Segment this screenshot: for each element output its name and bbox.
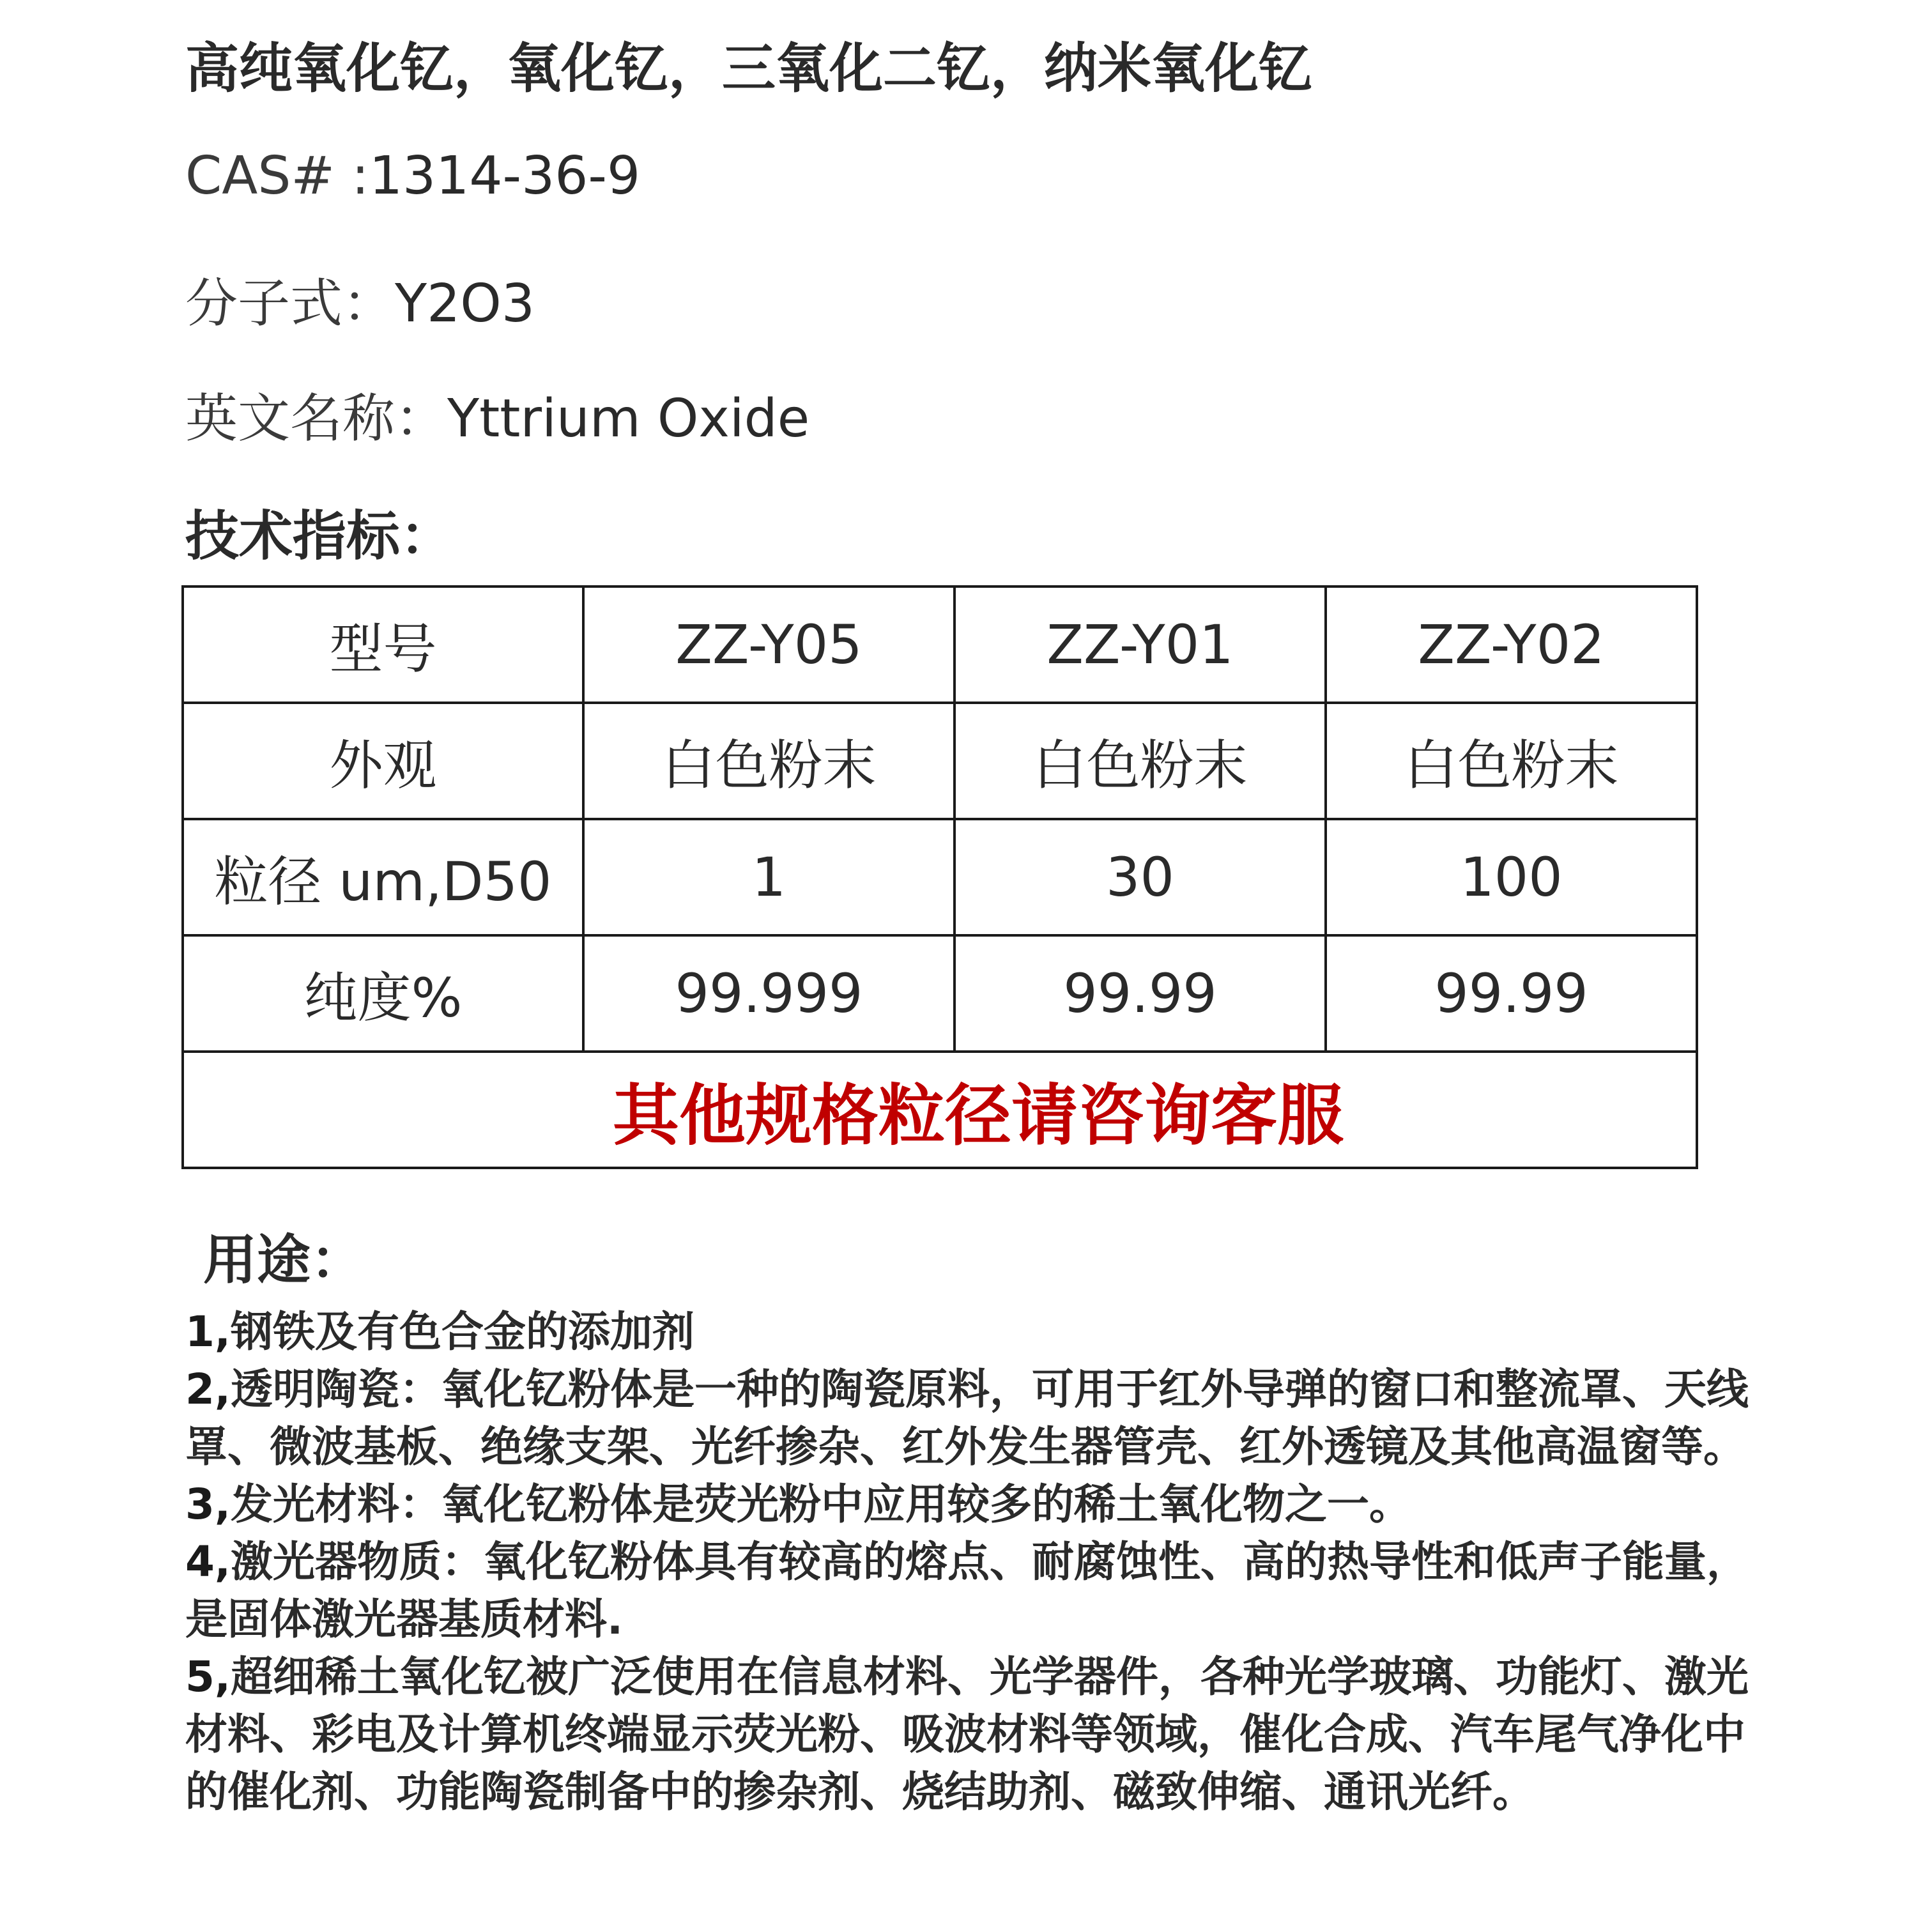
spec-table xyxy=(181,585,1698,1169)
consult-service-note: 其他规格粒径请咨询客服 xyxy=(183,1052,1697,1168)
table-row-appearance xyxy=(183,703,1697,819)
list-item xyxy=(185,1648,1770,1821)
item-number: 5, xyxy=(185,1652,231,1701)
item-text: 超细稀土氧化钇被广泛使用在信息材料、光学器件，各种光学玻璃、功能灯、激光材料、彩电及计算机终端显示荧光粉、吸波材料等领域，催化合成、汽车尾气净化中的催化剂、功能陶瓷制备中的掺杂剂、烧结助剂、磁致伸缩、通讯光纤。 xyxy=(185,1652,1749,1816)
english-name-value: Yttrium Oxide xyxy=(447,388,810,449)
cas-number-line xyxy=(185,146,640,206)
table-row-model xyxy=(183,586,1697,703)
english-name-line xyxy=(185,377,809,452)
table-cell: 99.99 xyxy=(954,935,1326,1052)
usage-list xyxy=(185,1303,1770,1821)
list-item xyxy=(185,1361,1770,1476)
table-cell: 白色粉末 xyxy=(954,703,1326,819)
table-cell: 30 xyxy=(954,819,1326,935)
item-number: 1, xyxy=(185,1307,231,1356)
table-cell: 外观 xyxy=(183,703,583,819)
table-cell: ZZ-Y01 xyxy=(954,586,1326,703)
list-item xyxy=(185,1533,1770,1648)
list-item xyxy=(185,1303,1770,1361)
item-number: 3, xyxy=(185,1480,231,1529)
table-cell: 白色粉末 xyxy=(1326,703,1697,819)
table-cell: ZZ-Y02 xyxy=(1326,586,1697,703)
item-number: 4, xyxy=(185,1537,231,1586)
item-text: 发光材料：氧化钇粉体是荧光粉中应用较多的稀土氧化物之一。 xyxy=(231,1480,1411,1529)
table-row-note xyxy=(183,1052,1697,1168)
table-cell: 粒径 um,D50 xyxy=(183,819,583,935)
cas-label: CAS# : xyxy=(185,146,369,206)
table-row-particle-size xyxy=(183,819,1697,935)
english-name-label: 英文名称： xyxy=(185,388,448,449)
table-cell: 99.999 xyxy=(583,935,954,1052)
tech-spec-heading: 技术指标： xyxy=(185,505,454,567)
table-cell: 99.99 xyxy=(1326,935,1697,1052)
formula-label: 分子式： xyxy=(185,273,395,334)
list-item xyxy=(185,1476,1770,1533)
table-cell: 100 xyxy=(1326,819,1697,935)
table-row-purity xyxy=(183,935,1697,1052)
formula-value: Y2O3 xyxy=(395,273,535,334)
table-cell: ZZ-Y05 xyxy=(583,586,954,703)
item-text: 激光器物质：氧化钇粉体具有较高的熔点、耐腐蚀性、高的热导性和低声子能量，是固体激光器基质材料. xyxy=(185,1537,1749,1644)
cas-value: 1314-36-9 xyxy=(369,146,641,206)
item-number: 2, xyxy=(185,1365,231,1414)
item-text: 钢铁及有色合金的添加剂 xyxy=(231,1307,694,1356)
table-cell: 型号 xyxy=(183,586,583,703)
table-cell: 1 xyxy=(583,819,954,935)
table-cell: 纯度% xyxy=(183,935,583,1052)
usage-heading: 用途： xyxy=(203,1229,365,1291)
molecular-formula-line xyxy=(185,262,535,337)
product-title: 高纯氧化钇，氧化钇，三氧化二钇，纳米氧化钇 xyxy=(185,37,1313,100)
table-cell: 白色粉末 xyxy=(583,703,954,819)
item-text: 透明陶瓷：氧化钇粉体是一种的陶瓷原料，可用于红外导弹的窗口和整流罩、天线罩、微波基板、绝缘支架、光纤掺杂、红外发生器管壳、红外透镜及其他高温窗等。 xyxy=(185,1365,1749,1471)
